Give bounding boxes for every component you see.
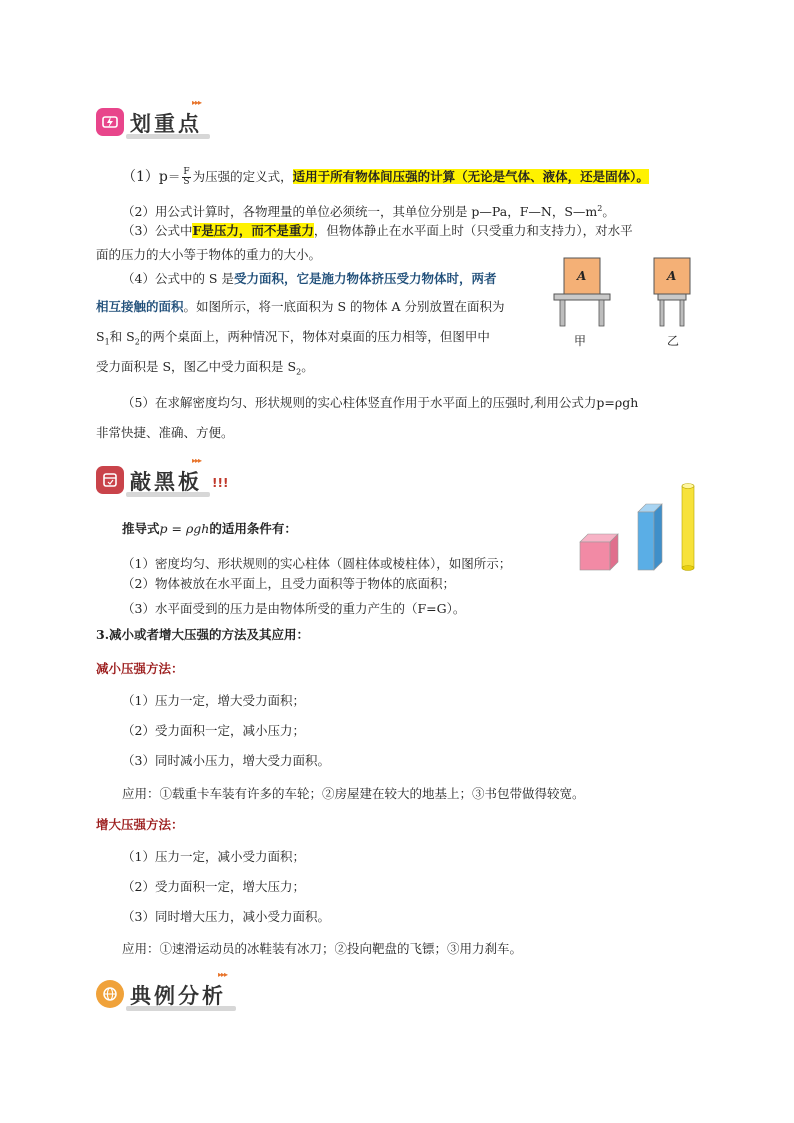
blackboard-item-3: （3）水平面受到的压力是由物体所受的重力产生的（F=G）。 [122,601,466,616]
p4-s1: S [96,329,105,344]
paragraph-4-line-2 [96,298,505,316]
p3-a: （3）公式中 [122,223,193,238]
lightning-icon [96,108,124,136]
section-title: 划重点 [130,112,202,136]
p4-e: 受力面积是 S，图乙中受力面积是 [96,359,288,374]
p2-text: （2）用公式计算时，各物理量的单位必须统一，其单位分别是 p—Pa，F—N，S—m [122,204,598,220]
p4-s2: S [126,329,135,344]
section-header-key-points [96,98,236,140]
decrease-item-3: （3）同时减小压力，增大受力面积。 [122,753,330,768]
caption-yi: 乙 [667,334,680,348]
p1-prefix: （1）p [122,169,168,185]
paragraph-1 [122,168,649,187]
fraction-numerator: F [183,167,190,177]
p4-c: 和 [109,329,127,344]
paragraph-4-line-1 [122,270,496,288]
p4-s3: S [287,359,297,374]
blackboard-item-2: （2）物体被放在水平面上，且受力面积等于物体的底面积； [122,576,455,591]
exclamation-marks: !!! [212,476,229,490]
increase-title: 增大压强方法： [96,817,184,832]
figure-tables [548,252,708,352]
arrows-decoration: ▸▸▸ [192,456,202,465]
increase-item-3: （3）同时增大压力，减小受力面积。 [122,909,330,924]
p4-s3-sub: 2 [296,367,302,377]
p4-f: 。 [301,359,314,374]
heading-3: 3.减小或者增大压强的方法及其应用： [96,627,310,642]
arrows-decoration: ▸▸▸ [218,970,228,979]
caption-jia: 甲 [574,334,587,348]
blackboard-intro [122,520,297,538]
decrease-application: 应用：①载重卡车装有许多的车轮；②房屋建在较大的地基上；③书包带做得较宽。 [122,786,585,801]
paragraph-2 [122,200,615,221]
p2-end: 。 [602,204,615,220]
tables-illustration [548,252,708,352]
increase-item-2: （2）受力面积一定，增大压力； [122,879,305,894]
globe-icon [96,980,124,1008]
paragraph-3-line-2: 面的压力的大小等于物体的重力的大小。 [96,247,322,262]
section-header-examples [96,970,256,1012]
arrows-decoration: ▸▸▸ [192,98,202,107]
paragraph-5-line-2: 非常快捷、准确、方便。 [96,425,234,440]
prisms-illustration [574,480,704,576]
p1-mid: 为压强的定义式， [192,169,293,184]
p4-blue-1: 受力面积，它是施力物体挤压受力物体时，两者 [233,271,497,286]
section-title: 敲黑板 [130,470,202,494]
p3-b: ，但物体静止在水平面上时（只受重力和支持力），对水平 [313,223,633,238]
increase-item-1: （1）压力一定，减小受力面积； [122,849,305,864]
intro-formula: p = ρgh [159,521,210,536]
block-label-right: A [667,269,677,283]
p1-highlight: 适用于所有物体间压强的计算（无论是气体、液体，还是固体）。 [292,169,649,184]
intro-a: 推导式 [122,521,160,536]
p4-s1-sub: 1 [104,337,110,347]
decrease-item-1: （1）压力一定，增大受力面积； [122,693,305,708]
section-title: 典例分析 [130,984,226,1008]
p4-s2-sub: 2 [134,337,140,347]
paragraph-4-line-3 [96,328,490,352]
p4-a: （4）公式中的 S 是 [122,271,234,286]
board-icon [96,466,124,494]
block-label-left: A [577,269,587,283]
paragraph-3 [122,222,633,240]
p4-d: 的两个桌面上，两种情况下，物体对桌面的压力相等，但图甲中 [139,329,490,344]
fraction-denominator: S [183,177,190,187]
section-header-blackboard [96,456,256,498]
p4-blue-2: 相互接触的面积 [96,299,184,314]
p2-sup: 2 [597,204,603,213]
paragraph-4-line-4 [96,358,314,382]
p3-highlight: F是压力，而不是重力 [192,223,314,238]
p1-eq: ＝ [167,169,181,184]
paragraph-5-line-1: （5）在求解密度均匀、形状规则的实心柱体竖直作用于水平面上的压强时,利用公式力p=ρgh [122,395,639,410]
decrease-item-2: （2）受力面积一定，减小压力； [122,723,305,738]
formula-fraction [182,168,190,187]
intro-b: 的适用条件有： [209,521,297,536]
p4-b: 。如图所示，将一底面积为 S 的物体 A 分别放置在面积为 [183,299,505,314]
decrease-title: 减小压强方法： [96,661,184,676]
blackboard-item-1: （1）密度均匀、形状规则的实心柱体（圆柱体或棱柱体），如图所示； [122,556,512,571]
increase-application: 应用：①速滑运动员的冰鞋装有冰刀；②投向靶盘的飞镖；③用力刹车。 [122,941,523,956]
figure-prisms [574,480,704,576]
